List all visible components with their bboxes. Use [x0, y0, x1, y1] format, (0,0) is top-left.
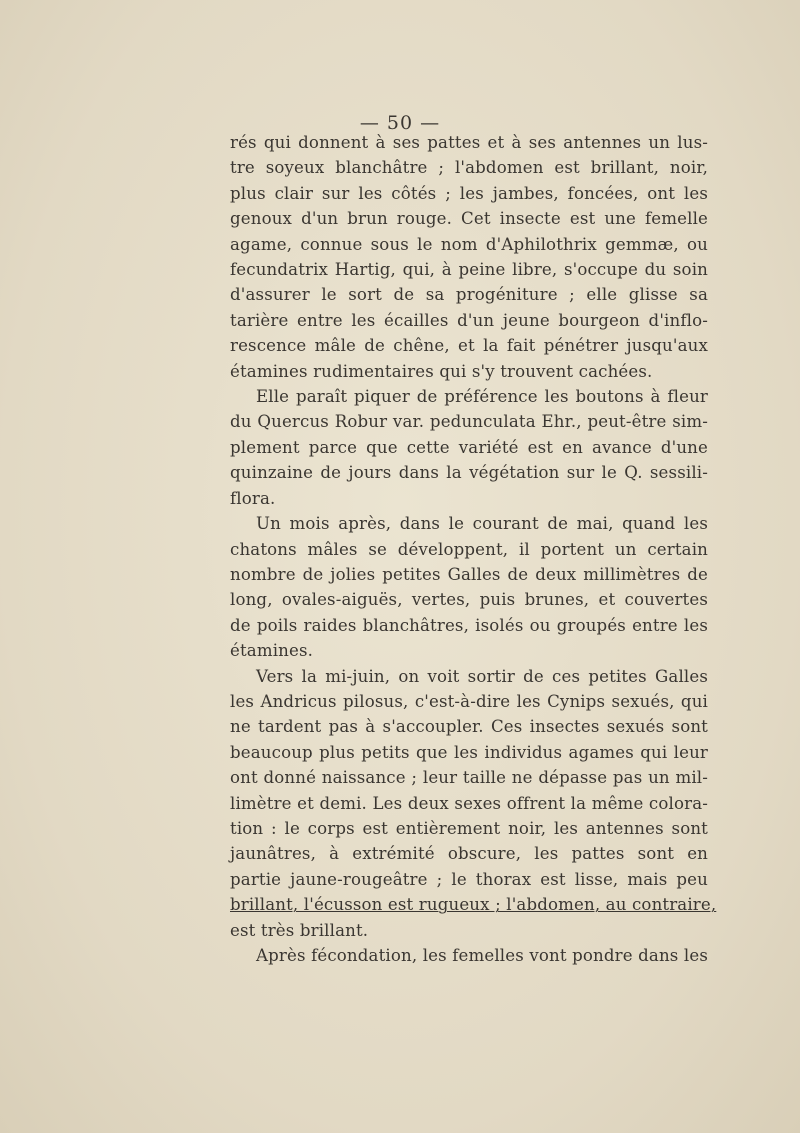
text-line: chatons mâles se développent, il portent un certain [230, 539, 708, 559]
body-text [230, 130, 717, 968]
text-line: limètre et demi. Les deux sexes offrent la même colora- [230, 793, 708, 813]
text-line: brillant, l'écusson est rugueux ; l'abdomen, au contraire, [230, 895, 717, 915]
page-number: — 50 — [359, 112, 441, 134]
paragraph [230, 943, 708, 968]
text-line: est très brillant. [230, 920, 369, 940]
text-line: quinzaine de jours dans la végétation sur le Q. sessili- [230, 463, 708, 483]
text-line: étamines. [230, 641, 314, 661]
text-line: rés qui donnent à ses pattes et à ses antennes un lus- [230, 133, 708, 152]
text-line: tion : le corps est entièrement noir, les antennes sont [230, 818, 708, 838]
text-line: fecundatrix Hartig, qui, à peine libre, s'occupe du soin [230, 260, 708, 280]
text-line: partie jaune-rougeâtre ; le thorax est lisse, mais peu [230, 869, 708, 889]
paragraph [230, 384, 708, 511]
text-line: plus clair sur les côtés ; les jambes, foncées, ont les [230, 183, 708, 203]
text-line: Elle paraît piquer de préférence les boutons à fleur [256, 387, 708, 407]
text-line: Vers la mi-juin, on voit sortir de ces petites Galles [256, 666, 708, 686]
text-line: étamines rudimentaires qui s'y trouvent cachées. [230, 361, 653, 381]
text-line: agame, connue sous le nom d'Aphilothrix gemmæ, ou [230, 234, 708, 254]
text-line: nombre de jolies petites Galles de deux millimètres de [230, 564, 708, 584]
text-line: tarière entre les écailles d'un jeune bourgeon d'inflo- [230, 310, 708, 330]
text-line: beaucoup plus petits que les individus agames qui leur [230, 742, 708, 762]
text-line: tre soyeux blanchâtre ; l'abdomen est brillant, noir, [230, 158, 708, 178]
text-line: ne tardent pas à s'accoupler. Ces insectes sexués sont [230, 717, 708, 737]
text-line: long, ovales-aiguës, vertes, puis brunes, et couvertes [230, 590, 708, 610]
text-line: du Quercus Robur var. pedunculata Ehr., peut-être sim- [230, 412, 708, 432]
text-line: Après fécondation, les femelles vont pondre dans les [256, 946, 708, 965]
text-line: flora. [230, 488, 276, 508]
text-line: genoux d'un brun rouge. Cet insecte est une femelle [230, 209, 708, 229]
text-line: d'assurer le sort de sa progéniture ; elle glisse sa [230, 285, 708, 305]
text-line: rescence mâle de chêne, et la fait pénétrer jusqu'aux [230, 336, 708, 356]
text-line: de poils raides blanchâtres, isolés ou groupés entre les [230, 615, 708, 635]
text-line: plement parce que cette variété est en avance d'une [230, 437, 708, 457]
text-line: les Andricus pilosus, c'est-à-dire les Cynips sexués, qui [230, 691, 708, 711]
paragraph [230, 130, 708, 384]
paragraph [230, 511, 708, 663]
paragraph [230, 664, 717, 943]
text-line: ont donné naissance ; leur taille ne dépasse pas un mil- [230, 768, 708, 788]
text-line: Un mois après, dans le courant de mai, quand les [256, 514, 708, 534]
text-line: jaunâtres, à extrémité obscure, les pattes sont en [230, 844, 708, 864]
